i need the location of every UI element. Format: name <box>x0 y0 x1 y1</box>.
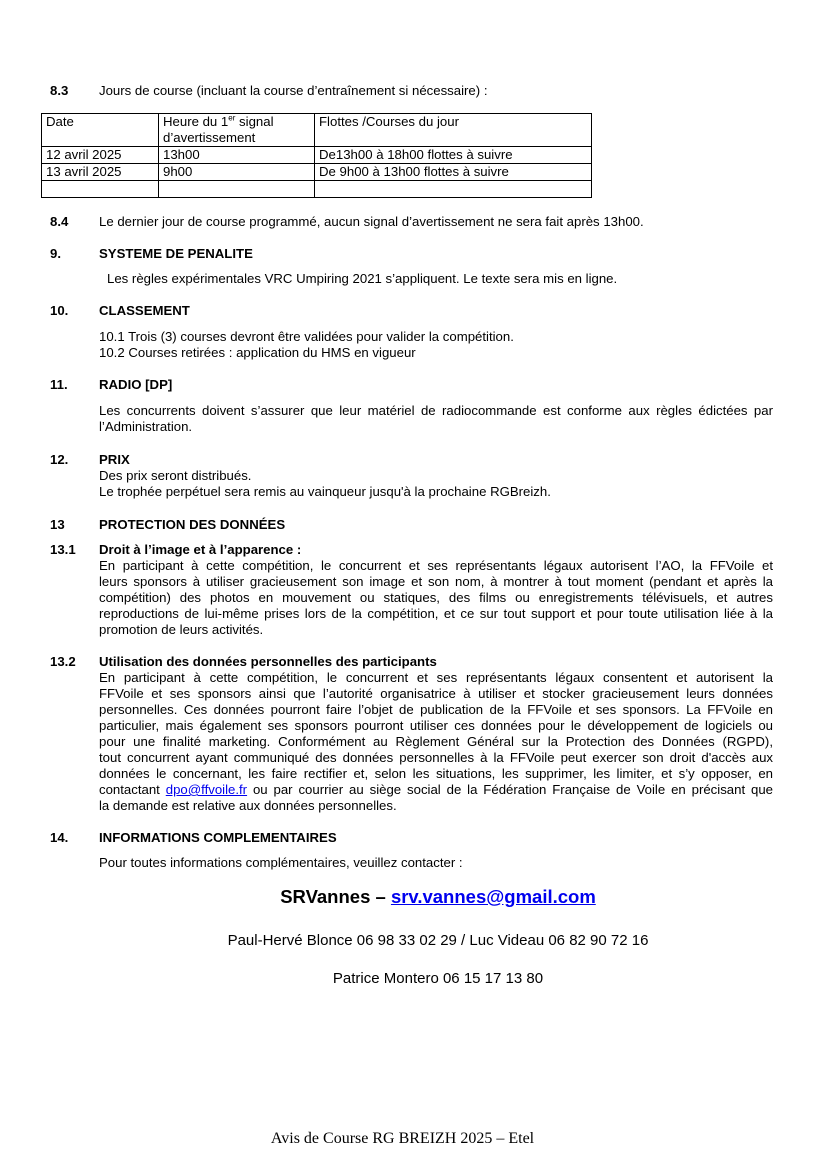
section-13-1-text: En participant à cette compétition, le concurrent et ses représentants légaux autorisent l’AO, la FFVoile et leurs sponsors à utiliser gracieusement son image et son nom, à montrer à tout moment (pendant et après la compétition) des photos en mouvement ou statiques, des films ou enregistrements télévisuels, et autres reproductions de lui-même prises lors de la compétition, et ce sur tout support et pour toute utilisation liée à la promotion de leurs activités. <box>99 558 773 637</box>
section-11-title: RADIO [DP] <box>99 377 173 392</box>
table-header-row <box>42 114 592 147</box>
cell-date: 13 avril 2025 <box>42 164 159 181</box>
section-8-3-text: Jours de course (incluant la course d’entraînement si nécessaire) : <box>99 83 488 98</box>
section-13-2-text: En participant à cette compétition, le concurrent et ses représentants légaux consentent et autorisent la FFVoile et ses sponsors ainsi que l’autorité organisatrice à utiliser et stocker gracieusement leurs données personnelles. Ces données pourront faire l’objet de publication de la FFVoile et ses sponsors. La FFVoile en particulier, mais également ses sponsors pourront utiliser ces données pour le développement de logiciels ou pour une finalité marketing. Conformément au Règlement Général sur la Protection des Données (RGPD), tout concurrent ayant communiqué des données personnelles à la FFVoile peut exercer son droit d'accès aux données le concernant, les faire rectifier et, selon les situations, les supprimer, les limiter, et s’y opposer, en contactant dpo@ffvoile.fr ou par courrier au siège social de la Fédération Française de Voile en précisant que la demande est relative aux données personnelles. <box>99 670 774 813</box>
table-row <box>42 147 592 164</box>
section-12-line-1: Des prix seront distribués. <box>99 468 252 483</box>
section-10-line-2: 10.2 Courses retirées : application du HMS en vigueur <box>99 345 416 360</box>
section-number-10: 10. <box>50 303 69 318</box>
club-email-link[interactable]: srv.vannes@gmail.com <box>390 886 596 907</box>
section-number-13: 13 <box>50 517 65 532</box>
club-name: SRVannes – <box>280 886 391 907</box>
section-number-13-2: 13.2 <box>50 654 76 669</box>
section-number-14: 14. <box>50 830 69 845</box>
section-12-line-2: Le trophée perpétuel sera remis au vainqueur jusqu'à la prochaine RGBreizh. <box>99 484 551 499</box>
section-9-title: SYSTEME DE PENALITE <box>99 246 253 261</box>
section-number-12: 12. <box>50 452 69 467</box>
cell-date: 12 avril 2025 <box>42 147 159 164</box>
table-row-empty <box>42 181 592 198</box>
cell-flottes: De 9h00 à 13h00 flottes à suivre <box>315 164 592 181</box>
section-14-title: INFORMATIONS COMPLEMENTAIRES <box>99 830 337 845</box>
race-days-table <box>41 113 592 198</box>
section-number-9: 9. <box>50 246 61 261</box>
section-14-text: Pour toutes informations complémentaires, veuillez contacter : <box>99 855 463 870</box>
header-flottes: Flottes /Courses du jour <box>315 114 592 147</box>
section-13-1-title: Droit à l’image et à l’apparence : <box>99 542 302 557</box>
cell-heure: 13h00 <box>159 147 315 164</box>
header-date: Date <box>42 114 159 147</box>
section-number-11: 11. <box>50 377 68 392</box>
section-number-8-4: 8.4 <box>50 214 69 229</box>
contact-phones-2: Patrice Montero 06 15 17 13 80 <box>332 970 544 987</box>
header-heure: Heure du 1er signal d’avertissement <box>159 114 315 147</box>
section-10-title: CLASSEMENT <box>99 303 190 318</box>
section-number-8-3: 8.3 <box>50 83 69 98</box>
section-9-text: Les règles expérimentales VRC Umpiring 2021 s’appliquent. Le texte sera mis en ligne. <box>107 271 618 286</box>
table-row <box>42 164 592 181</box>
section-10-line-1: 10.1 Trois (3) courses devront être validées pour valider la compétition. <box>99 329 514 344</box>
section-13-2-title: Utilisation des données personnelles des participants <box>99 654 437 669</box>
cell-heure: 9h00 <box>159 164 315 181</box>
cell-flottes: De13h00 à 18h00 flottes à suivre <box>315 147 592 164</box>
contact-club-line <box>0 886 826 908</box>
section-11-text: Les concurrents doivent s’assurer que leur matériel de radiocommande est conforme aux règles édictées par l’Administration. <box>99 403 773 434</box>
section-8-4-text: Le dernier jour de course programmé, aucun signal d’avertissement ne sera fait après 13h00. <box>99 214 644 229</box>
contact-phones-1: Paul-Hervé Blonce 06 98 33 02 29 / Luc Videau 06 82 90 72 16 <box>227 932 649 949</box>
section-13-title: PROTECTION DES DONNÉES <box>99 517 286 532</box>
page-footer: Avis de Course RG BREIZH 2025 – Etel <box>270 1130 535 1147</box>
section-12-title: PRIX <box>99 452 130 467</box>
section-number-13-1: 13.1 <box>50 542 76 557</box>
dpo-email-link[interactable]: dpo@ffvoile.fr <box>165 782 248 797</box>
